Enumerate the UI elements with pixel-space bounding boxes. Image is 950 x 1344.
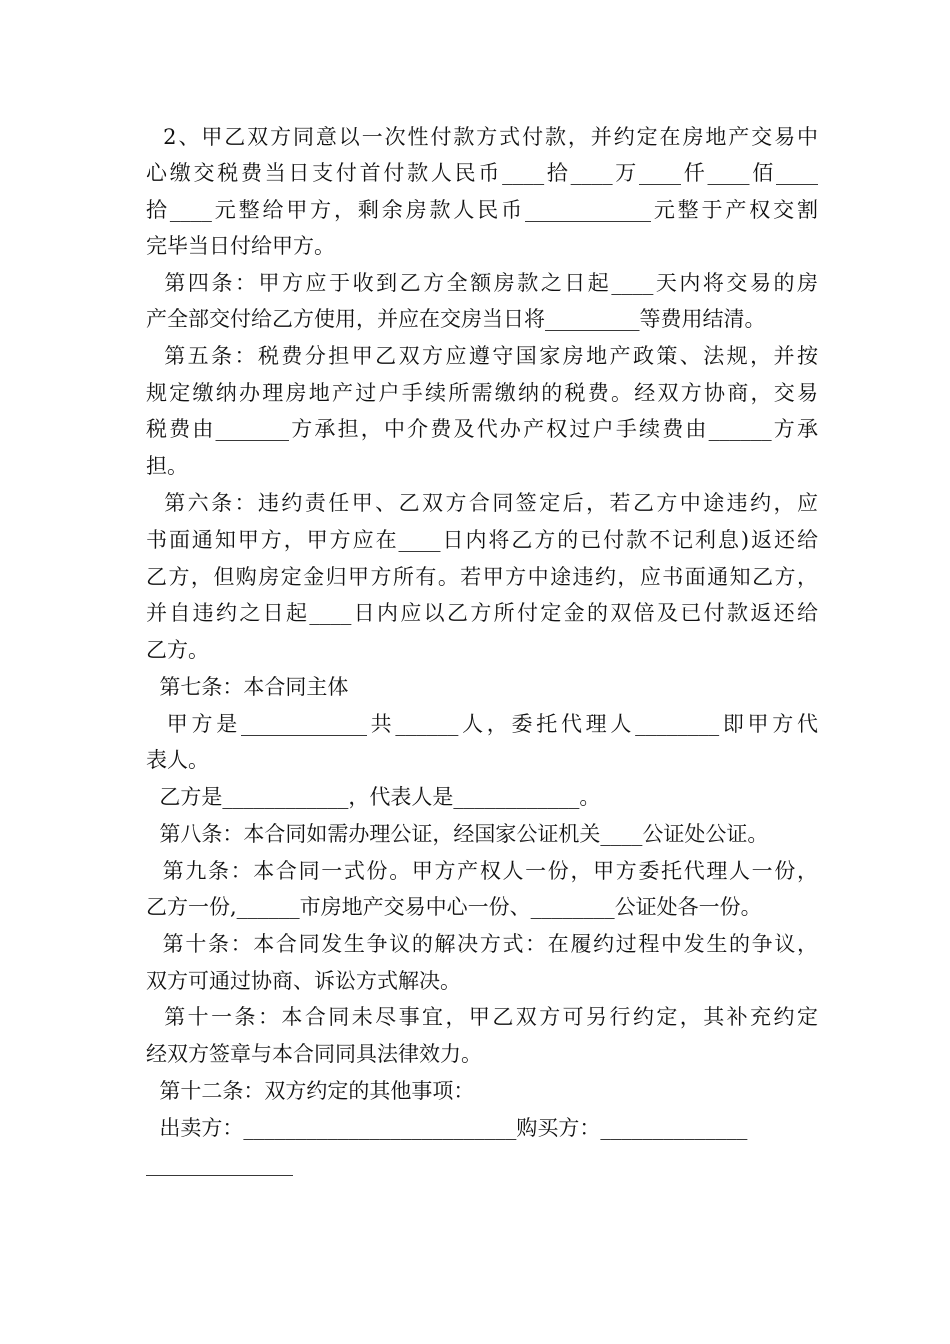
text-line: 书面通知甲方，甲方应在____日内将乙方的已付款不记利息)返还给	[146, 528, 818, 552]
text-line: 第九条：本合同一式份。甲方产权人一份，甲方委托代理人一份，	[146, 859, 818, 883]
text-line: 双方可通过协商、诉讼方式解决。	[146, 969, 461, 993]
signature-line: ______________	[146, 1152, 293, 1176]
text-line: 第八条：本合同如需办理公证，经国家公证机关____公证处公证。	[146, 822, 769, 846]
text-line: 乙方是____________，代表人是____________。	[146, 785, 601, 809]
text-line: 乙方。	[146, 638, 209, 662]
text-line: 第六条：违约责任甲、乙双方合同签定后，若乙方中途违约，应	[146, 491, 818, 515]
text-line: 乙方一份,______市房地产交易中心一份、________公证处各一份。	[146, 895, 762, 919]
text-line: 甲方是____________共______人，委托代理人________即甲方代	[146, 712, 818, 736]
text-line: 第十一条：本合同未尽事宜，甲乙双方可另行约定，其补充约定	[146, 1005, 818, 1029]
text-line: 拾____元整给甲方，剩余房款人民币____________元整于产权交割	[146, 198, 818, 222]
text-line: 第五条：税费分担甲乙双方应遵守国家房地产政策、法规，并按	[146, 344, 818, 368]
text-line: 心缴交税费当日支付首付款人民币____拾____万____仟____佰____	[146, 161, 818, 185]
text-line: 并自违约之日起____日内应以乙方所付定金的双倍及已付款返还给	[146, 601, 818, 625]
text-line: 表人。	[146, 748, 209, 772]
text-line: 规定缴纳办理房地产过户手续所需缴纳的税费。经双方协商，交易	[146, 381, 818, 405]
text-line: 完毕当日付给甲方。	[146, 234, 335, 258]
text-line: 乙方，但购房定金归甲方所有。若甲方中途违约，应书面通知乙方，	[146, 565, 818, 589]
section-heading: 第七条：本合同主体	[146, 675, 349, 699]
text-line: 担。	[146, 454, 188, 478]
text-line: 经双方签章与本合同同具法律效力。	[146, 1042, 482, 1066]
text-line: 第四条：甲方应于收到乙方全额房款之日起____天内将交易的房	[146, 271, 818, 295]
text-line: 产全部交付给乙方使用，并应在交房当日将_________等费用结清。	[146, 307, 766, 331]
section-heading: 第十二条：双方约定的其他事项：	[146, 1079, 475, 1103]
text-line: 税费由_______方承担，中介费及代办产权过户手续费由______方承	[146, 417, 818, 441]
signature-line: 出卖方：__________________________购买方：______________	[146, 1116, 748, 1140]
text-line: 第十条：本合同发生争议的解决方式：在履约过程中发生的争议，	[146, 932, 818, 956]
text-line: 2、甲乙双方同意以一次性付款方式付款，并约定在房地产交易中	[146, 125, 818, 149]
